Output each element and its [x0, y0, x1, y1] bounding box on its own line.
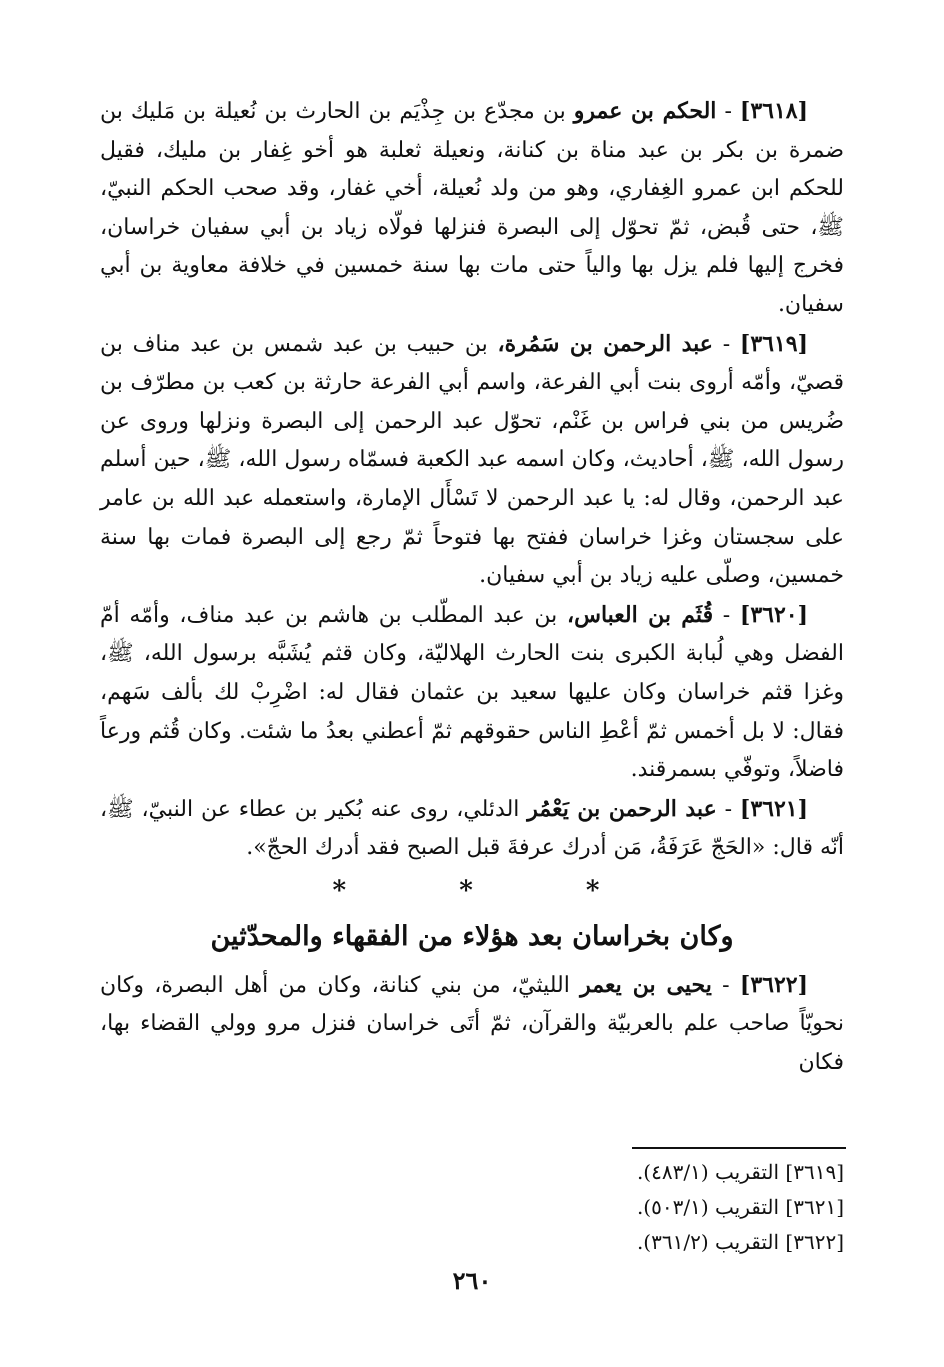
- asterisk-separator: * * *: [332, 875, 652, 906]
- footnote: [٣٦٢٢] التقريب (٣٦١/٢).: [636, 1230, 844, 1254]
- entry-3618: [٣٦١٨] - الحكم بن عمرو بن مجدّع بن جِذْيَم بن الحارث بن نُعيلة بن مَليك بن ضمرة بن بكر بن عبد مناة بن كنانة، ونعيلة ثعلبة هو أخو غِفار بن مليك، فقيل للحكم ابن عمرو الغِفاري، وهو من ولد نُعيلة، أخي غفار، وقد صحب الحكم النبيّ، ﷺ، حتى قُبض، ثمّ تحوّل إلى البصرة فنزلها فولّاه زياد بن أبي سفيان خراسان، فخرج إليها فلم يزل بها والياً حتى مات بها سنة خمسين في خلافة معاوية بن أبي سفيان.: [100, 98, 844, 317]
- entry-name: قُثَم بن العباس،: [567, 601, 714, 628]
- entry-name: الحكم بن عمرو: [573, 98, 717, 124]
- entry-3621: [٣٦٢١] - عبد الرحمن بن يَعْمُر الدئلي، روى عنه بُكير بن عطاء عن النبيّ، ﷺ، أنّه قال: «الحَجّ عَرَفَةُ، مَن أدرك عرفةَ قبل الصبح فقد أدرك الحجّ».: [100, 795, 844, 861]
- footnote: [٣٦٢١] التقريب (٥٠٣/١).: [636, 1195, 844, 1219]
- entry-3620: [٣٦٢٠] - قُثَم بن العباس، بن عبد المطّلب بن هاشم بن عبد مناف، وأمّه أمّ الفضل وهي لُبابة الكبرى بنت الحارث الهلاليّة، وكان قثم يُشَبَّه برسول الله، ﷺ، وغزا قثم خراسان وكان عليها سعيد بن عثمان فقال له: اضْرِبْ لك بألف سَهم، فقال: لا بل أخمس ثمّ أعْطِ الناس حقوقهم ثمّ أعطني بعدُ ما شئت. وكان قُثم ورعاً فاضلاً، وتوفّي بسمرقند.: [100, 601, 844, 783]
- main-text: [100, 92, 844, 1083]
- footnote: [٣٦١٩] التقريب (٤٨٣/١).: [636, 1160, 844, 1184]
- entry-text: الليثيّ، من بني كنانة، وكان من أهل البصرة، وكان نحويّاً صاحب علم بالعربيّة والقرآن، ثمّ أتَى خراسان فنزل مرو وولي القضاء بها، فكان: [100, 972, 844, 1076]
- entry-3619: [٣٦١٩] - عبد الرحمن بن سَمُرة، بن حبيب بن عبد شمس بن عبد مناف بن قصيّ، وأمّه أروى بنت أبي الفرعة، واسم أبي الفرعة حارثة بن كعب بن مطرّف بن ضُريس من بني فراس بن غَنْم، تحوّل عبد الرحمن إلى البصرة ونزلها وروى عن رسول الله، ﷺ، أحاديث، وكان اسمه عبد الكعبة فسمّاه رسول الله، ﷺ، حين أسلم عبد الرحمن، وقال له: يا عبد الرحمن لا تَسْأَل الإمارة، واستعمله عبد الله بن عامر على سجستان وغزا خراسان ففتح بها فتوحاً ثمّ رجع إلى البصرة فمات بها سنة خمسين، وصلّى عليه زياد بن أبي سفيان.: [100, 330, 844, 589]
- entry-text: بن مجدّع بن جِذْيَم بن الحارث بن نُعيلة بن مَليك بن ضمرة بن بكر بن عبد مناة بن كنانة، ونعيلة ثعلبة هو أخو غِفار بن مليك، فقيل للحكم ابن عمرو الغِفاري، وهو من ولد نُعيلة، أخي غفار، وقد صحب الحكم النبيّ، ﷺ، حتى قُبض، ثمّ تحوّل إلى البصرة فنزلها فولّاه زياد بن أبي سفيان خراسان، فخرج إليها فلم يزل بها والياً حتى مات بها سنة خمسين في خلافة معاوية بن أبي سفيان.: [100, 99, 844, 317]
- entry-3622: [٣٦٢٢] - يحيى بن يعمر الليثيّ، من بني كنانة، وكان من أهل البصرة، وكان نحويّاً صاحب علم بالعربيّة والقرآن، ثمّ أتَى خراسان فنزل مرو وولي القضاء بها، فكان: [100, 971, 844, 1076]
- section-heading: وكان بخراسان بعد هؤلاء من الفقهاء والمحدّثين: [210, 920, 734, 952]
- entry-number: [٣٦١٨]: [739, 98, 809, 124]
- entry-number: [٣٦٢٢]: [739, 971, 808, 998]
- entry-name: عبد الرحمن بن سَمُرة،: [497, 330, 713, 357]
- entry-text: بن حبيب بن عبد شمس بن عبد مناف بن قصيّ، وأمّه أروى بنت أبي الفرعة، واسم أبي الفرعة حارثة بن كعب بن مطرّف بن ضُريس من بني فراس بن غَنْم، تحوّل عبد الرحمن إلى البصرة ونزلها وروى عن رسول الله، ﷺ، أحاديث، وكان اسمه عبد الكعبة فسمّاه رسول الله، ﷺ، حين أسلم عبد الرحمن، وقال له: يا عبد الرحمن لا تَسْأَل الإمارة، واستعمله عبد الله بن عامر على سجستان وغزا خراسان ففتح بها فتوحاً ثمّ رجع إلى البصرة فمات بها سنة خمسين، وصلّى عليه زياد بن أبي سفيان.: [100, 331, 844, 589]
- entry-text: بن عبد المطّلب بن هاشم بن عبد مناف، وأمّه أمّ الفضل وهي لُبابة الكبرى بنت الحارث الهلاليّة، وكان قثم يُشَبَّه برسول الله، ﷺ، وغزا قثم خراسان وكان عليها سعيد بن عثمان فقال له: اضْرِبْ لك بألف سَهم، فقال: لا بل أخمس ثمّ أعْطِ الناس حقوقهم ثمّ أعطني بعدُ ما شئت. وكان قُثم ورعاً فاضلاً، وتوفّي بسمرقند.: [100, 602, 844, 783]
- entry-name: عبد الرحمن بن يَعْمُر: [527, 795, 717, 822]
- entry-number: [٣٦٢١]: [739, 795, 808, 822]
- entry-text: الدئلي، روى عنه بُكير بن عطاء عن النبيّ، ﷺ، أنّه قال: «الحَجّ عَرَفَةُ، مَن أدرك عرفةَ قبل الصبح فقد أدرك الحجّ».: [100, 796, 844, 861]
- entry-number: [٣٦٢٠]: [739, 601, 809, 628]
- entry-number: [٣٦١٩]: [739, 330, 808, 357]
- page-number: ٢٦٠: [452, 1266, 492, 1295]
- footnotes: [100, 1155, 844, 1260]
- entry-name: يحيى بن يعمر: [580, 971, 712, 998]
- footnote-divider: [632, 1147, 846, 1149]
